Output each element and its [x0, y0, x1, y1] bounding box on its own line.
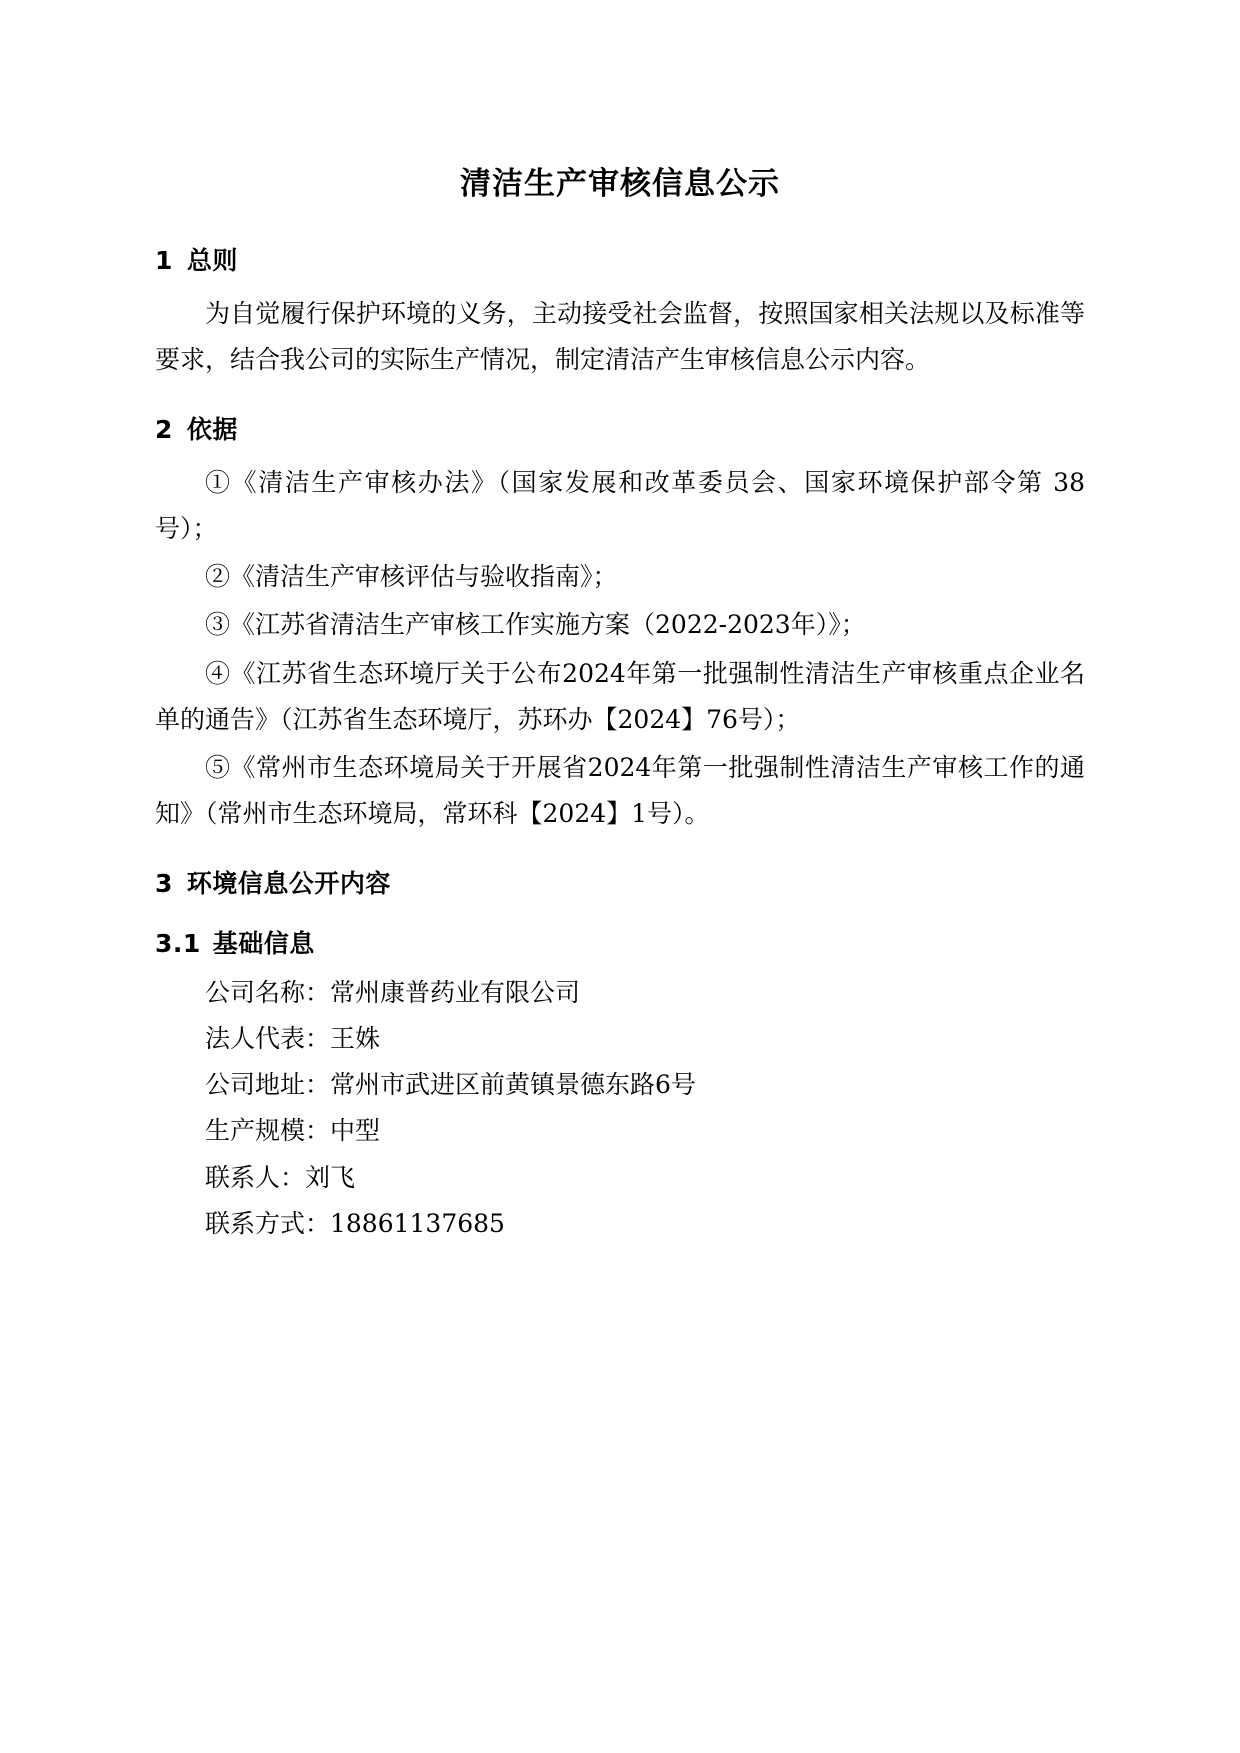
section-2-paragraph-5: ⑤《常州市生态环境局关于开展省2024年第一批强制性清洁生产审核工作的通知》（常州市生态环境局，常环科【2024】1号）。 — [155, 753, 1085, 829]
section-number-1: 1 — [155, 246, 173, 275]
section-heading-1 — [155, 241, 1085, 277]
info-item-company-address: 公司地址：常州市武进区前黄镇景德东路6号 — [205, 1070, 696, 1099]
info-item-contact-person: 联系人：刘飞 — [205, 1162, 356, 1192]
section-number-3: 3 — [155, 868, 173, 898]
section-heading-3 — [155, 864, 1085, 900]
section-heading-2 — [155, 410, 1085, 446]
section-2-paragraph-2: ②《清洁生产审核评估与验收指南》； — [205, 562, 618, 591]
page-title: 清洁生产审核信息公示 — [460, 166, 780, 202]
subsection-title: 基础信息 — [212, 928, 315, 958]
section-2-paragraph-4: ④《江苏省生态环境厅关于公布2024年第一批强制性清洁生产审核重点企业名单的通告》（江苏省生态环境厅，苏环办【2024】76号）； — [155, 658, 1085, 734]
section-2-paragraph-3: ③《江苏省清洁生产审核工作实施方案（2022-2023年）》； — [205, 610, 866, 640]
subsection-heading-3-1 — [155, 924, 1085, 960]
section-title-3: 环境信息公开内容 — [186, 868, 391, 898]
section-number-2: 2 — [155, 414, 173, 444]
info-item-production-scale: 生产规模：中型 — [205, 1116, 381, 1146]
section-2-paragraph-1: ①《清洁生产审核办法》（国家发展和改革委员会、国家环境保护部令第 38 号）； — [155, 467, 1085, 543]
info-item-company-name: 公司名称：常州康普药业有限公司 — [205, 977, 581, 1007]
section-title-1: 总则 — [186, 246, 238, 275]
section-1-paragraph-1: 为自觉履行保护环境的义务，主动接受社会监督，按照国家相关法规以及标准等要求，结合我公司的实际生产情况，制定清洁产生审核信息公示内容。 — [155, 299, 1085, 375]
subsection-number: 3.1 — [155, 928, 201, 958]
info-item-legal-representative: 法人代表：王姝 — [205, 1023, 381, 1053]
info-item-contact-phone: 联系方式：18861137685 — [205, 1208, 505, 1238]
section-title-2: 依据 — [186, 414, 238, 444]
